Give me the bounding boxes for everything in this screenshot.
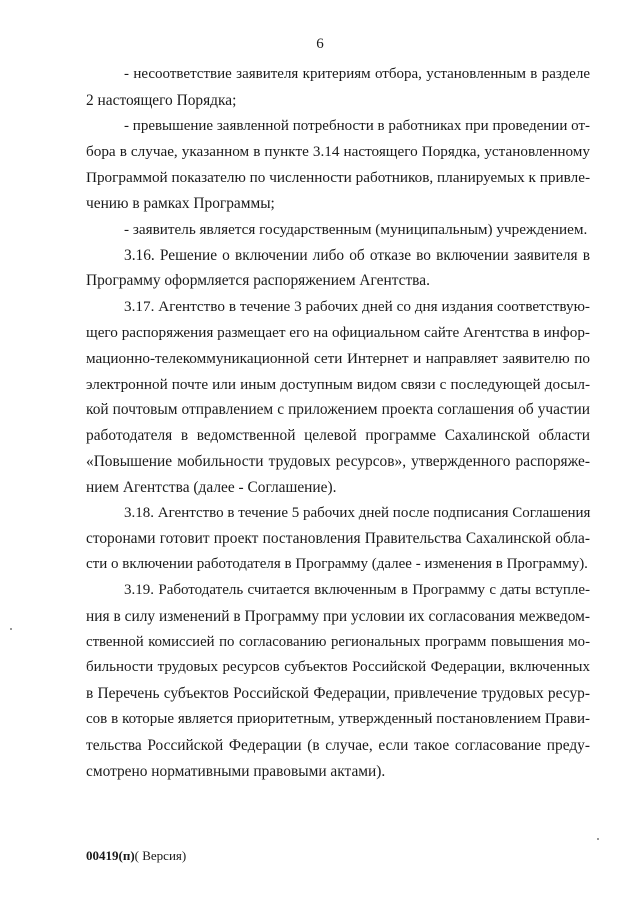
scan-speck	[597, 838, 599, 840]
text-line: нием Агентства (далее - Соглашение).	[86, 478, 337, 496]
text-line: сов в которые является приоритетным, утвержденный постановлением Прави-	[86, 710, 590, 727]
text-line: - несоответствие заявителя критериям отбора, установленным в разделе	[124, 66, 590, 82]
text-line: сторонами готовит проект постановления Правительства Сахалинской обла-	[86, 530, 590, 548]
text-line: в Перечень субъектов Российской Федерации, привлечение трудовых ресур-	[86, 685, 590, 703]
text-line: Программу оформляется распоряжением Агентства.	[86, 272, 430, 290]
text-line: - заявитель является государственным (муниципальным) учреждением.	[124, 220, 588, 238]
text-line: тельства Российской Федерации (в случае, если такое согласование преду-	[86, 736, 590, 754]
text-line: электронной почте или иным доступным видом связи с последующей досыл-	[86, 375, 590, 393]
text-line: 3.18. Агентство в течение 5 рабочих дней после подписания Соглашения	[124, 504, 591, 521]
text-line: ственной комиссией по согласованию региональных программ повышения мо-	[86, 633, 590, 650]
page-number: 6	[316, 36, 324, 52]
text-line: сти о включении работодателя в Программу (далее - изменения в Программу).	[86, 556, 588, 573]
document-code: 00419(п)	[86, 848, 135, 863]
text-line: мационно-телекоммуникационной сети Интернет и направляет заявителю по	[86, 349, 590, 367]
text-line: 3.19. Работодатель считается включенным в Программу с даты вступле-	[124, 581, 590, 598]
document-body	[86, 62, 590, 784]
scan-speck	[10, 628, 12, 630]
text-line: 3.17. Агентство в течение 3 рабочих дней со дня издания соответствую-	[124, 298, 590, 316]
text-line: смотрено нормативными правовыми актами).	[86, 762, 386, 780]
text-line: работодателя в ведомственной целевой программе Сахалинской области	[86, 427, 590, 445]
text-line: «Повышение мобильности трудовых ресурсов», утвержденного распоряже-	[86, 452, 590, 470]
text-line: бора в случае, указанном в пункте 3.14 настоящего Порядка, установленному	[86, 143, 590, 161]
document-footer	[86, 848, 186, 864]
text-line: - превышение заявленной потребности в работниках при проведении от-	[124, 117, 590, 134]
text-line: 3.16. Решение о включении либо об отказе во включении заявителя в	[124, 246, 590, 264]
text-line: чению в рамках Программы;	[86, 194, 275, 212]
text-line: ния в силу изменений в Программу при условии их согласования межведом-	[86, 607, 590, 625]
text-line: Программой показателю по численности работников, планируемых к привле-	[86, 169, 590, 187]
text-line: щего распоряжения размещает его на официальном сайте Агентства в инфор-	[86, 323, 590, 341]
document-version: ( Версия)	[134, 848, 187, 863]
text-line: бильности трудовых ресурсов субъектов Российской Федерации, включенных	[86, 659, 590, 676]
text-line: 2 настоящего Порядка;	[86, 91, 237, 109]
text-line: кой почтовым отправлением с приложением проекта соглашения об участии	[86, 401, 590, 419]
